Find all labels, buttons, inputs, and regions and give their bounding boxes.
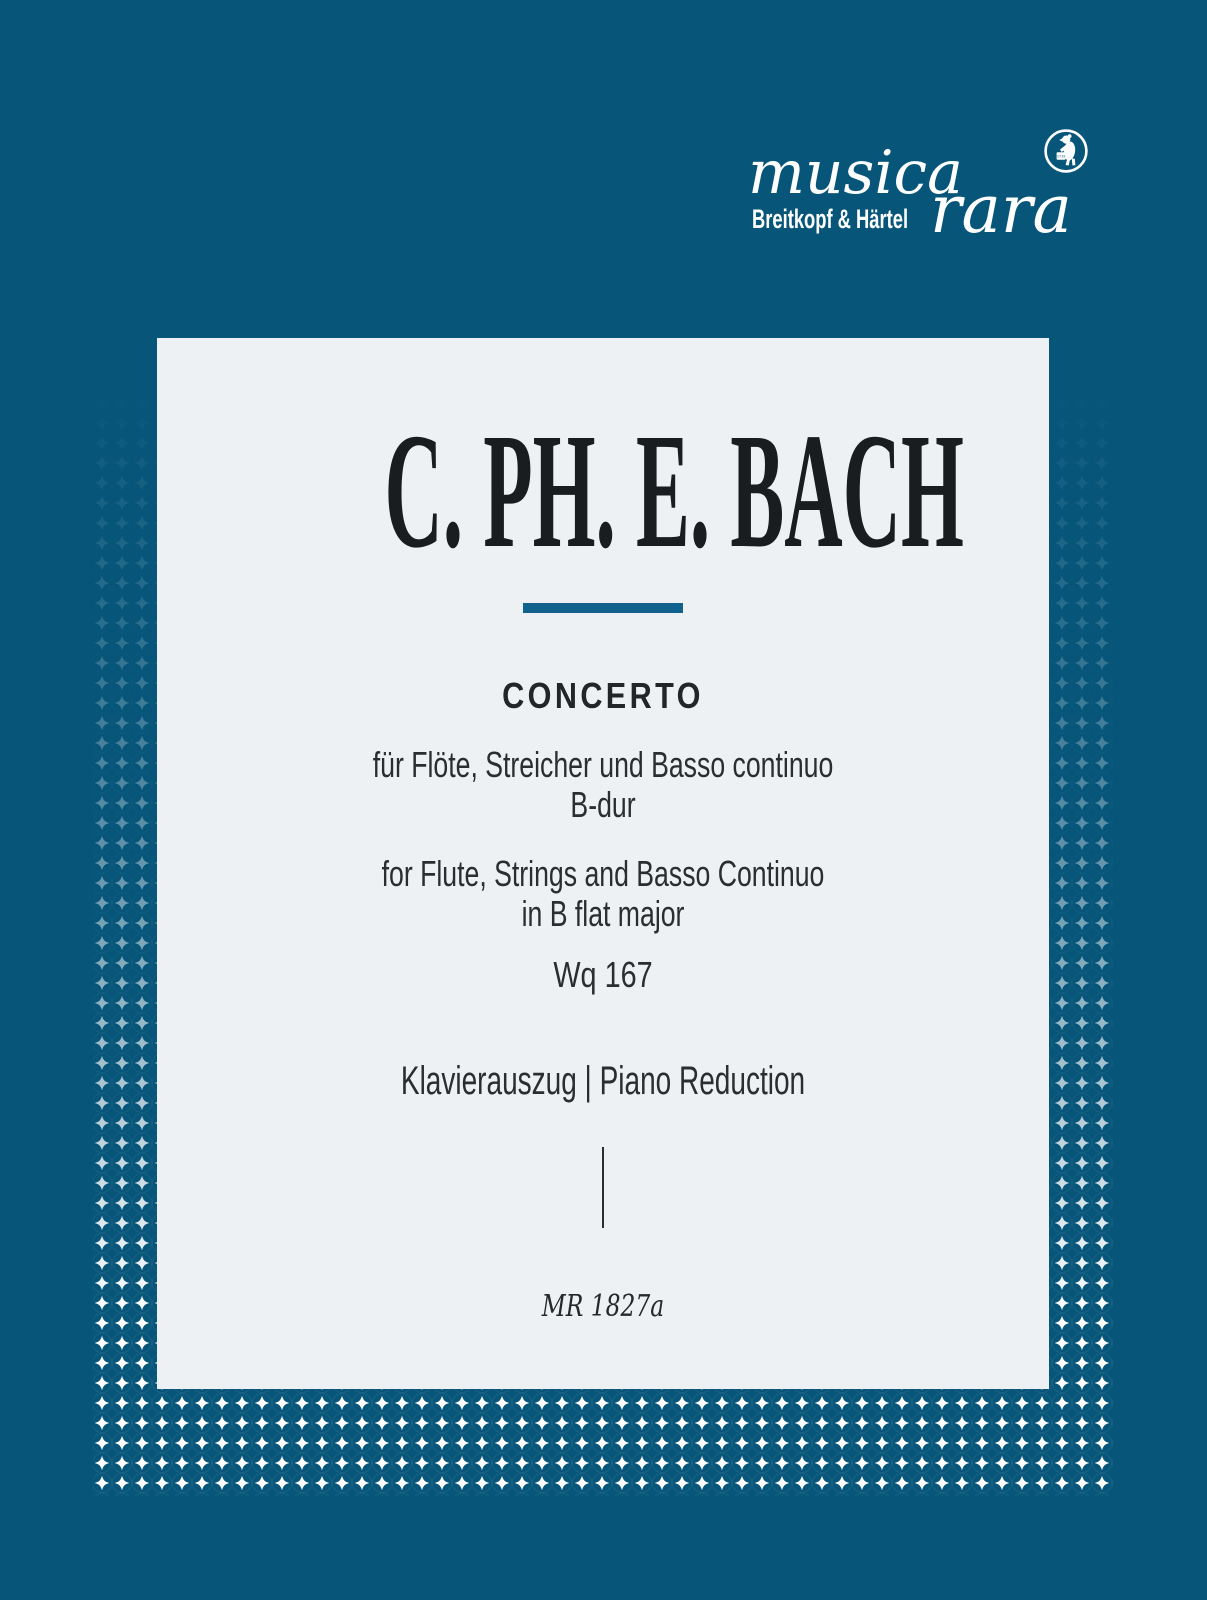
work-title: CONCERTO [502, 675, 704, 716]
composer-title: C. PH. E. BACH [384, 399, 964, 582]
publisher-imprint: Breitkopf & Härtel [752, 204, 909, 234]
subtitle-english [273, 854, 933, 934]
plate-number: MR 1827a [541, 1289, 665, 1324]
bear-icon [1056, 134, 1076, 165]
vertical-divider-line [602, 1147, 604, 1228]
bear-emblem-icon [1043, 128, 1089, 174]
publisher-name-musica: musica [748, 138, 963, 208]
publisher-name-rara: rara [930, 171, 1072, 248]
subtitle-german-line1: für Flöte, Streicher und Basso continuo [372, 744, 834, 785]
edition-label: Klavierauszug | Piano Reduction [400, 1059, 806, 1103]
catalog-number: Wq 167 [553, 954, 653, 995]
subtitle-english-line2: in B flat major [521, 893, 685, 934]
subtitle-german-line2: B-dur [570, 784, 636, 825]
subtitle-english-line1: for Flute, Strings and Basso Continuo [381, 853, 825, 894]
accent-divider-bar [523, 603, 683, 613]
subtitle-german [273, 745, 933, 825]
emblem-year-label: 1719 [1056, 154, 1066, 159]
